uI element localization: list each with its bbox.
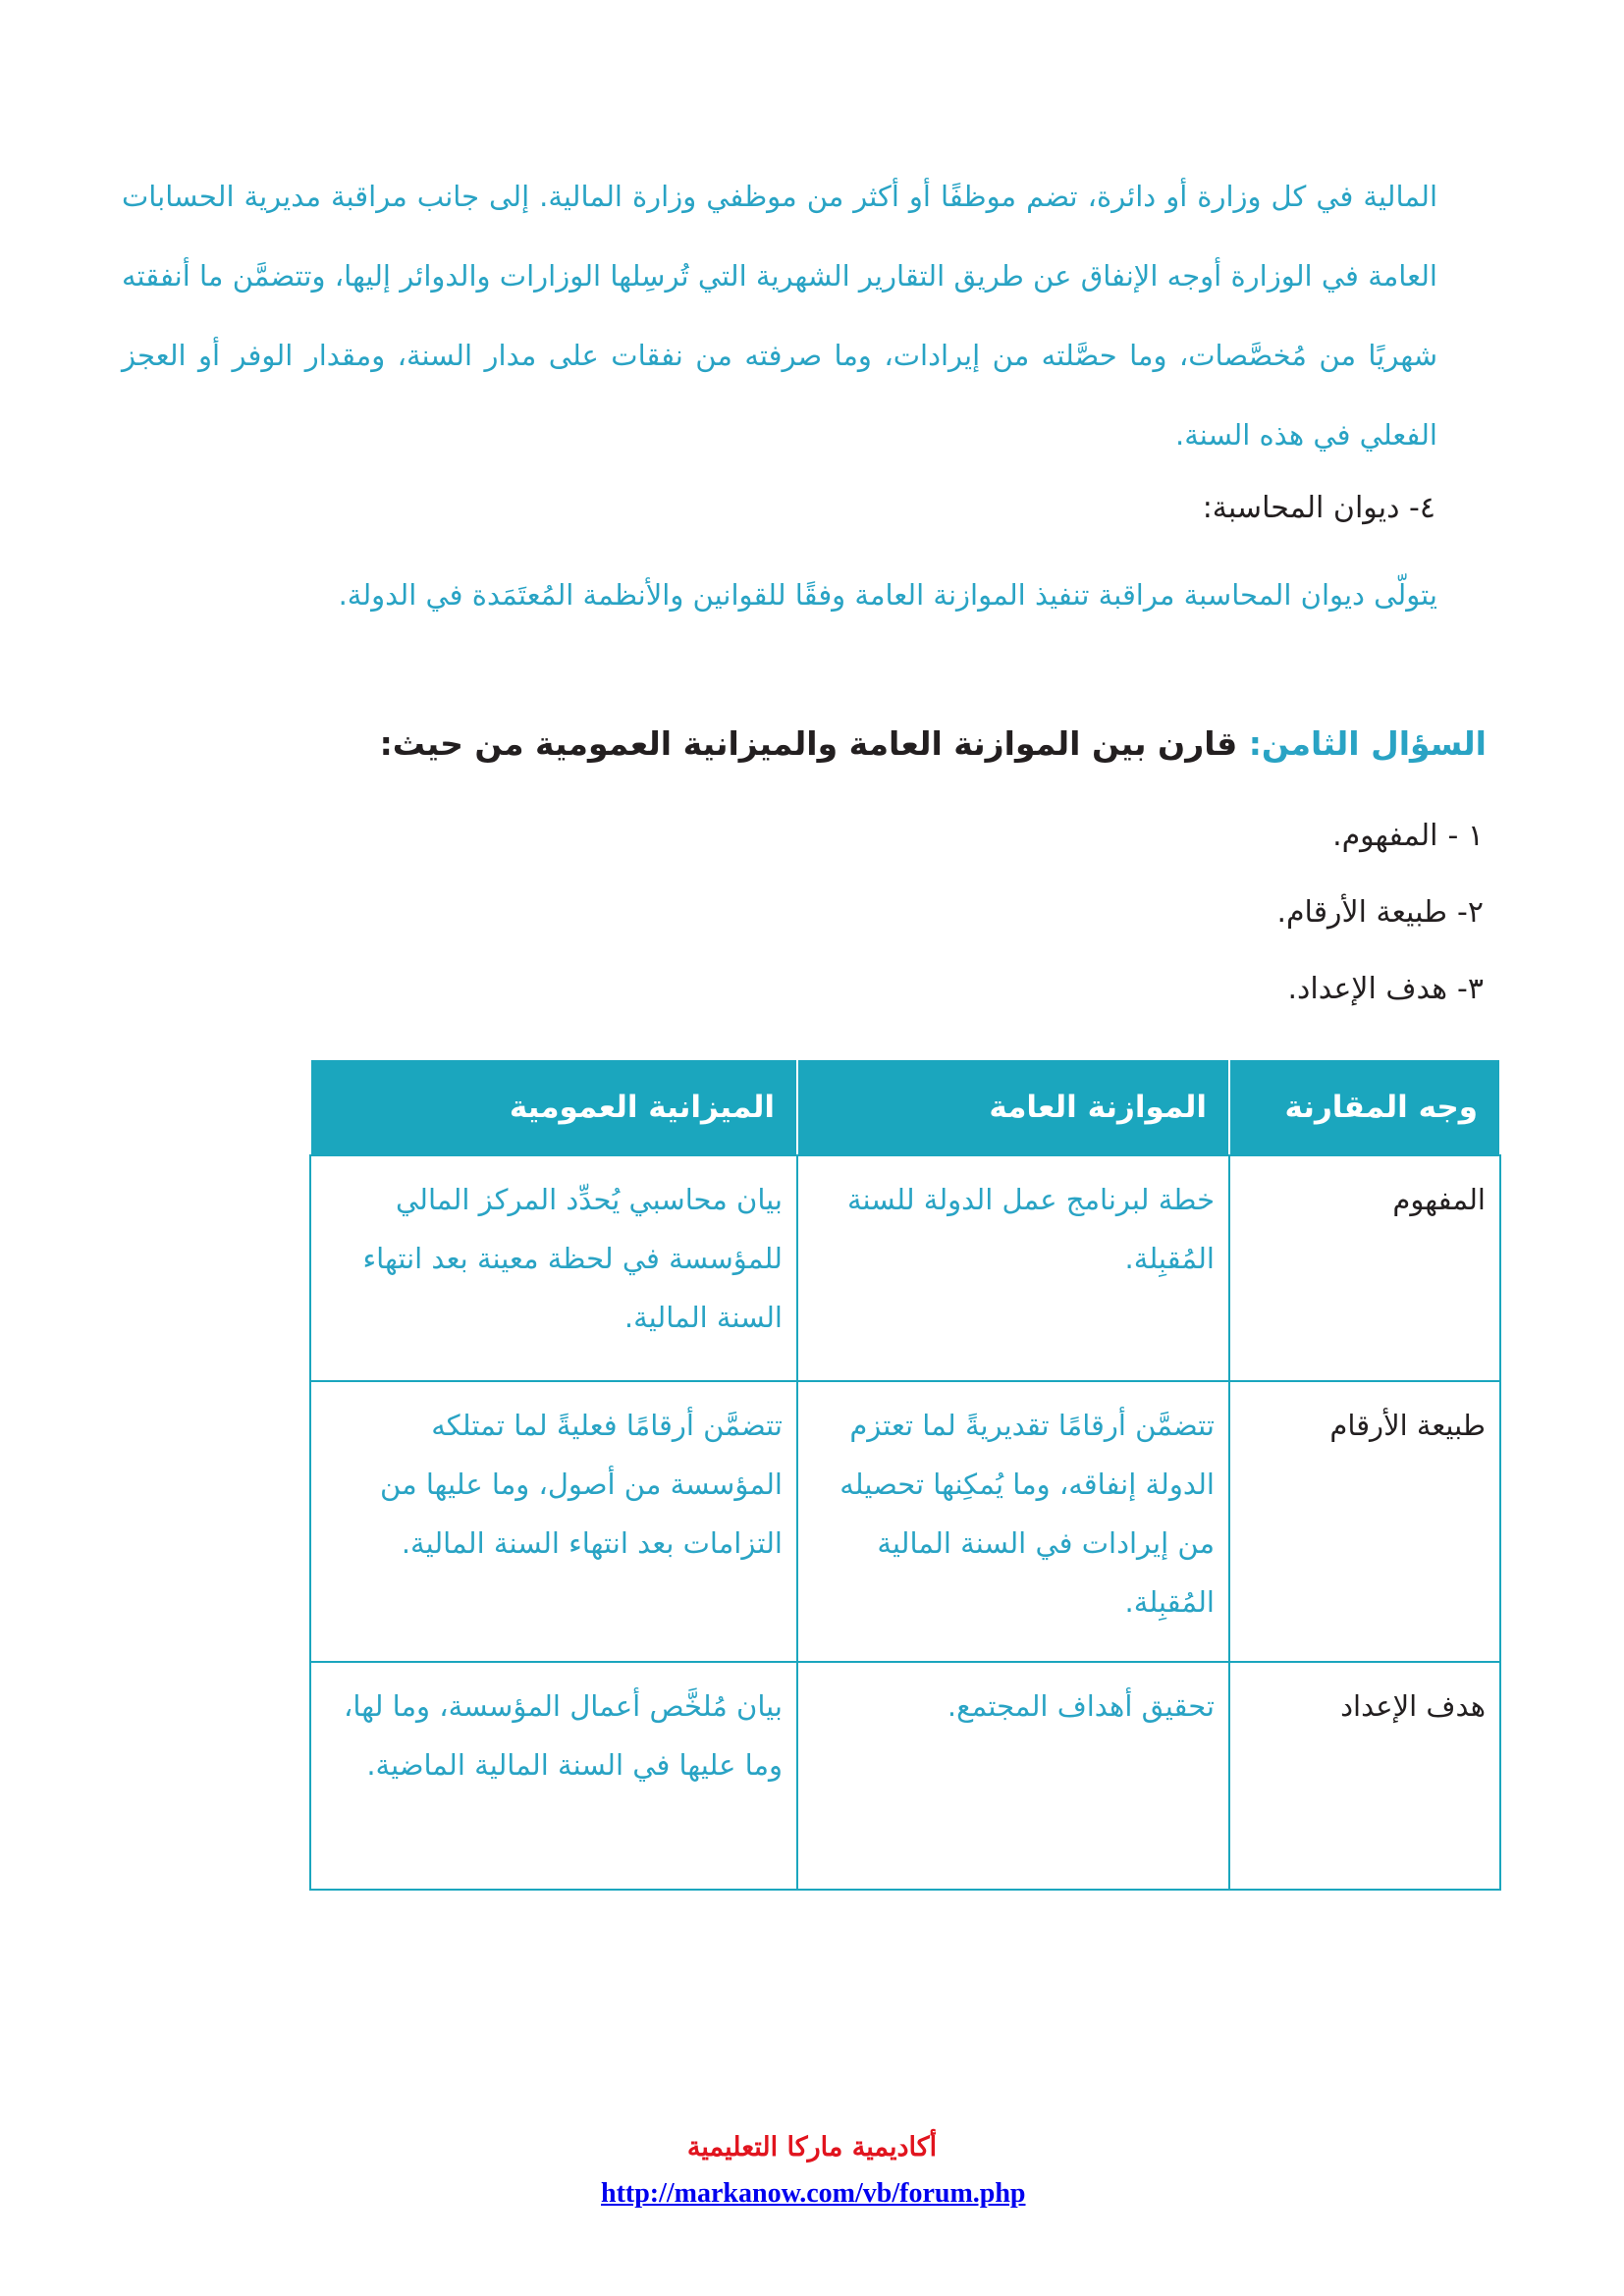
row-aspect: هدف الإعداد xyxy=(1229,1662,1500,1890)
section-4-text: يتولّى ديوان المحاسبة مراقبة تنفيذ الموازنة العامة وفقًا للقوانين والأنظمة المُعتَمَدة في الدولة. xyxy=(338,578,1437,612)
section-4-heading: ٤- ديوان المحاسبة: xyxy=(1202,491,1435,525)
criteria-text: طبيعة الأرقام. xyxy=(1276,895,1448,930)
row-balance-sheet: بيان مُلخَّص أعمال المؤسسة، وما لها، وما عليها في السنة المالية الماضية. xyxy=(310,1662,797,1890)
criteria-item xyxy=(1276,951,1484,1028)
criteria-text: هدف الإعداد. xyxy=(1287,972,1448,1006)
row-general-budget: خطة لبرنامج عمل الدولة للسنة المُقبِلة. xyxy=(797,1155,1229,1381)
footer-academy-name: أكاديمية ماركا التعليمية xyxy=(686,2132,938,2163)
row-general-budget: تحقيق أهداف المجتمع. xyxy=(797,1662,1229,1890)
criteria-list xyxy=(1276,798,1484,1028)
row-aspect: طبيعة الأرقام xyxy=(1229,1381,1500,1662)
question-text: قارن بين الموازنة العامة والميزانية العمومية من حيث: xyxy=(379,724,1238,763)
header-general-budget: الموازنة العامة xyxy=(797,1059,1229,1155)
criteria-number: ١ - xyxy=(1447,819,1484,853)
header-balance-sheet: الميزانية العمومية xyxy=(310,1059,797,1155)
criteria-number: ٣- xyxy=(1457,972,1484,1006)
row-aspect: المفهوم xyxy=(1229,1155,1500,1381)
table-row xyxy=(310,1662,1500,1890)
question-8 xyxy=(380,724,1487,763)
question-label: السؤال الثامن: xyxy=(1248,724,1487,763)
criteria-number: ٢- xyxy=(1457,895,1484,930)
row-general-budget: تتضمَّن أرقامًا تقديريةً لما تعتزم الدولة إنفاقه، وما يُمكِنها تحصيله من إيرادات في السنة المالية المُقبِلة. xyxy=(797,1381,1229,1662)
row-balance-sheet: تتضمَّن أرقامًا فعليةً لما تمتلكه المؤسسة من أصول، وما عليها من التزامات بعد انتهاء السنة المالية. xyxy=(310,1381,797,1662)
row-balance-sheet: بيان محاسبي يُحدِّد المركز المالي للمؤسسة في لحظة معينة بعد انتهاء السنة المالية. xyxy=(310,1155,797,1381)
comparison-table xyxy=(309,1058,1501,1891)
table-row xyxy=(310,1381,1500,1662)
criteria-item xyxy=(1276,798,1484,875)
intro-paragraph: المالية في كل وزارة أو دائرة، تضم موظفًا أو أكثر من موظفي وزارة المالية. إلى جانب مراقبة مديرية الحسابات العامة في الوزارة أوجه الإنفاق عن طريق التقارير الشهرية التي تُرسِلها الوزارات والدوائر إليها، وتتضمَّن ما أنفقته شهريًا من مُخصَّصات، وما حصَّلته من إيرادات، وما صرفته من نفقات على مدار السنة، ومقدار الوفر أو العجز الفعلي في هذه السنة. xyxy=(122,180,1437,452)
header-aspect: وجه المقارنة xyxy=(1229,1059,1500,1155)
footer-forum-link[interactable]: http://markanow.com/vb/forum.php xyxy=(601,2178,1026,2209)
table-header-row xyxy=(310,1059,1500,1155)
criteria-item xyxy=(1276,875,1484,951)
criteria-text: المفهوم. xyxy=(1332,819,1438,853)
table-row xyxy=(310,1155,1500,1381)
